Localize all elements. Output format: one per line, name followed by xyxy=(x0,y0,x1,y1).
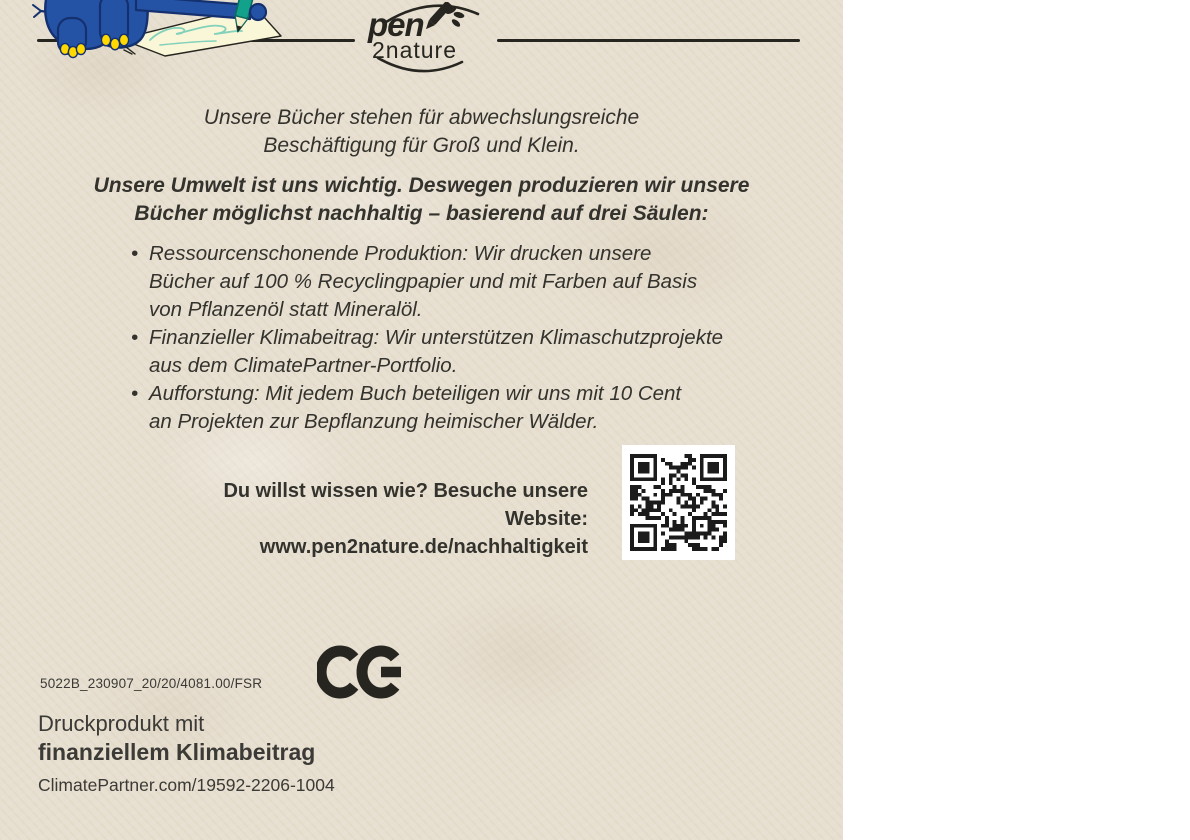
list-item-climate-contribution: • Finanzieller Klimabeitrag: Wir unterstützen Klimaschutzprojekte aus dem ClimatePartner-Portfolio. xyxy=(131,324,751,380)
intro-paragraph xyxy=(0,104,843,160)
pillars-paragraph xyxy=(0,172,843,228)
website-callout xyxy=(150,477,588,561)
pillars-line: Bücher möglichst nachhaltig – basierend auf drei Säulen: xyxy=(134,202,709,225)
sustainability-list xyxy=(131,240,751,436)
pen2nature-logo xyxy=(358,0,498,78)
elephant-drawing-illustration-icon xyxy=(0,0,340,62)
logo-text-pen: pen xyxy=(368,6,424,43)
website-url: www.pen2nature.de/nachhaltigkeit xyxy=(259,536,588,558)
pillars-line: Unsere Umwelt ist uns wichtig. Deswegen produzieren wir unsere xyxy=(93,174,750,197)
product-code: 5022B_230907_20/20/4081.00/FSR xyxy=(40,676,263,691)
list-item-reforestation: • Aufforstung: Mit jedem Buch beteiligen wir uns mit 10 Cent an Projekten zur Bepflanzung heimischer Wälder. xyxy=(131,380,751,436)
intro-line: Unsere Bücher stehen für abwechslungsreiche xyxy=(203,106,640,129)
list-item-production: • Ressourcenschonende Produktion: Wir drucken unsere Bücher auf 100 % Recyclingpapier und mit Farben auf Basis von Pflanzenöl statt Mineralöl. xyxy=(131,240,751,324)
logo-text-2nature: 2nature xyxy=(372,37,458,63)
header-divider-line-right xyxy=(497,39,800,42)
ce-mark-icon xyxy=(317,642,409,704)
page-outside-margin xyxy=(843,0,1190,840)
climate-line-1: Druckprodukt mit xyxy=(38,711,205,736)
climate-line-2: finanziellem Klimabeitrag xyxy=(38,739,316,765)
climate-partner-url: ClimatePartner.com/19592-2206-1004 xyxy=(38,775,335,795)
website-prompt: Du willst wissen wie? Besuche unsere Website: xyxy=(223,480,588,530)
qr-code xyxy=(622,445,735,560)
qr-code-pattern xyxy=(630,454,727,551)
climate-partner-block xyxy=(38,711,335,795)
intro-line: Beschäftigung für Groß und Klein. xyxy=(263,134,580,157)
